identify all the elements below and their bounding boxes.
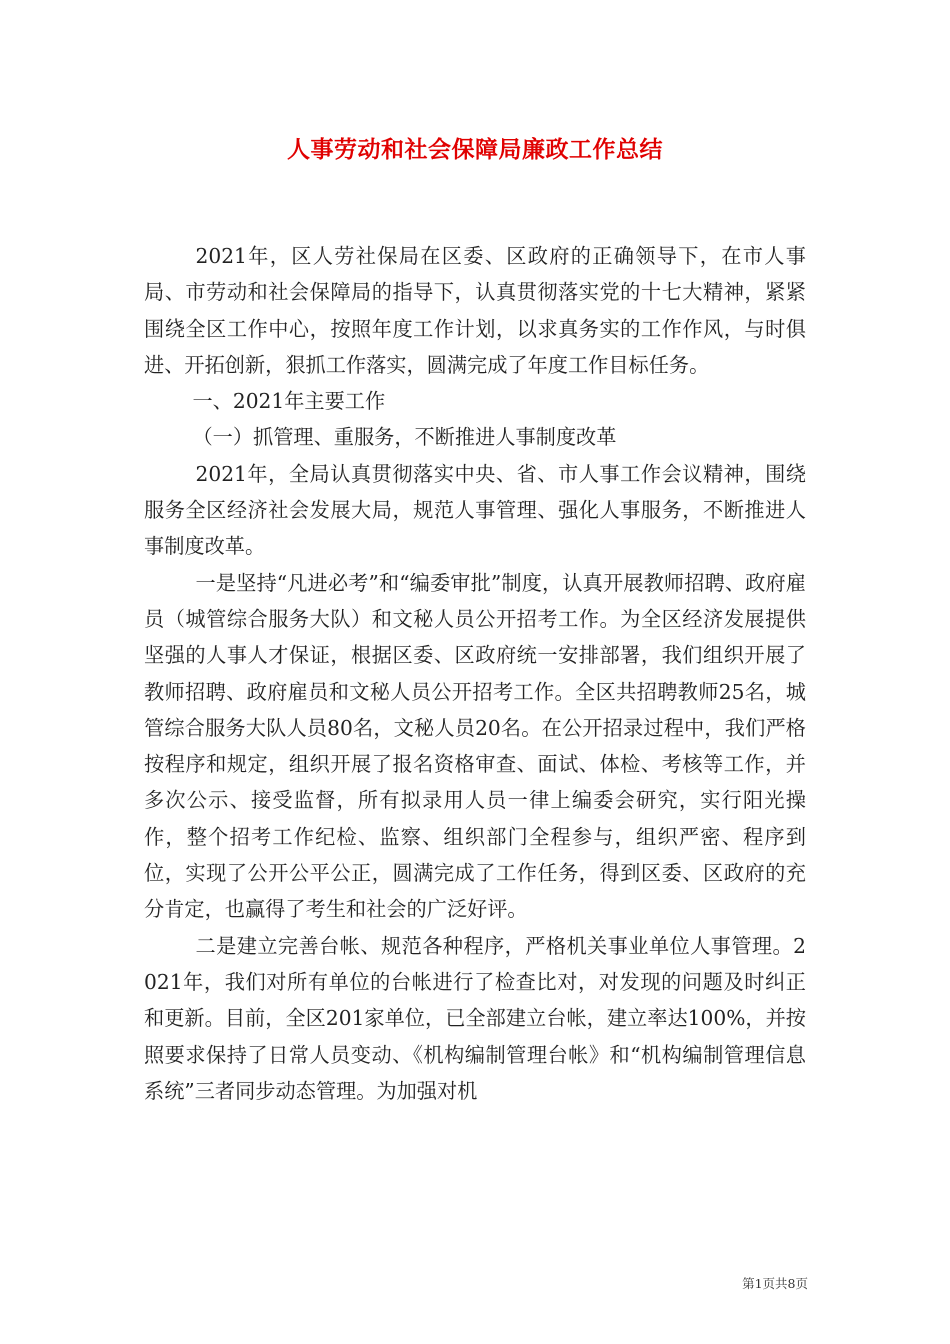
paragraph-point-two: 二是建立完善台帐、规范各种程序，严格机关事业单位人事管理。2021年，我们对所有单位的台帐进行了检查比对，对发现的问题及时纠正和更新。目前，全区201家单位，已全部建立台帐，建立率达100%，并按照要求保持了日常人员变动、《机构编制管理台帐》和“机构编制管理信息系统”三者同步动态管理。为加强对机 [144,933,806,1103]
page-number: 第1页共8页 [742,1276,808,1291]
paragraph-intro: 2021年，区人劳社保局在区委、区政府的正确领导下，在市人事局、市劳动和社会保障局的指导下，认真贯彻落实党的十七大精神，紧紧围绕全区工作中心，按照年度工作计划，以求真务实的工作作风，与时俱进、开拓创新，狠抓工作落实，圆满完成了年度工作目标任务。 [144,244,806,377]
subsection-heading: （一）抓管理、重服务，不断推进人事制度改革 [192,425,617,450]
paragraph-overview: 2021年，全局认真贯彻落实中央、省、市人事工作会议精神，围绕服务全区经济社会发展大局，规范人事管理、强化人事服务，不断推进人事制度改革。 [144,461,806,559]
document-title: 人事劳动和社会保障局廉政工作总结 [287,136,663,163]
paragraph-point-one: 一是坚持“凡进必考”和“编委审批”制度，认真开展教师招聘、政府雇员（城管综合服务大队）和文秘人员公开招考工作。为全区经济发展提供坚强的人事人才保证，根据区委、区政府统一安排部署，我们组织开展了教师招聘、政府雇员和文秘人员公开招考工作。全区共招聘教师25名，城管综合服务大队人员80名，文秘人员20名。在公开招录过程中，我们严格按程序和规定，组织开展了报名资格审查、面试、体检、考核等工作，并多次公示、接受监督，所有拟录用人员一律上编委会研究，实行阳光操作，整个招考工作纪检、监察、组织部门全程参与，组织严密、程序到位，实现了公开公平公正，圆满完成了工作任务，得到区委、区政府的充分肯定，也赢得了考生和社会的广泛好评。 [144,570,806,922]
document-body [144,238,806,1109]
section-heading: 一、2021年主要工作 [192,389,386,414]
